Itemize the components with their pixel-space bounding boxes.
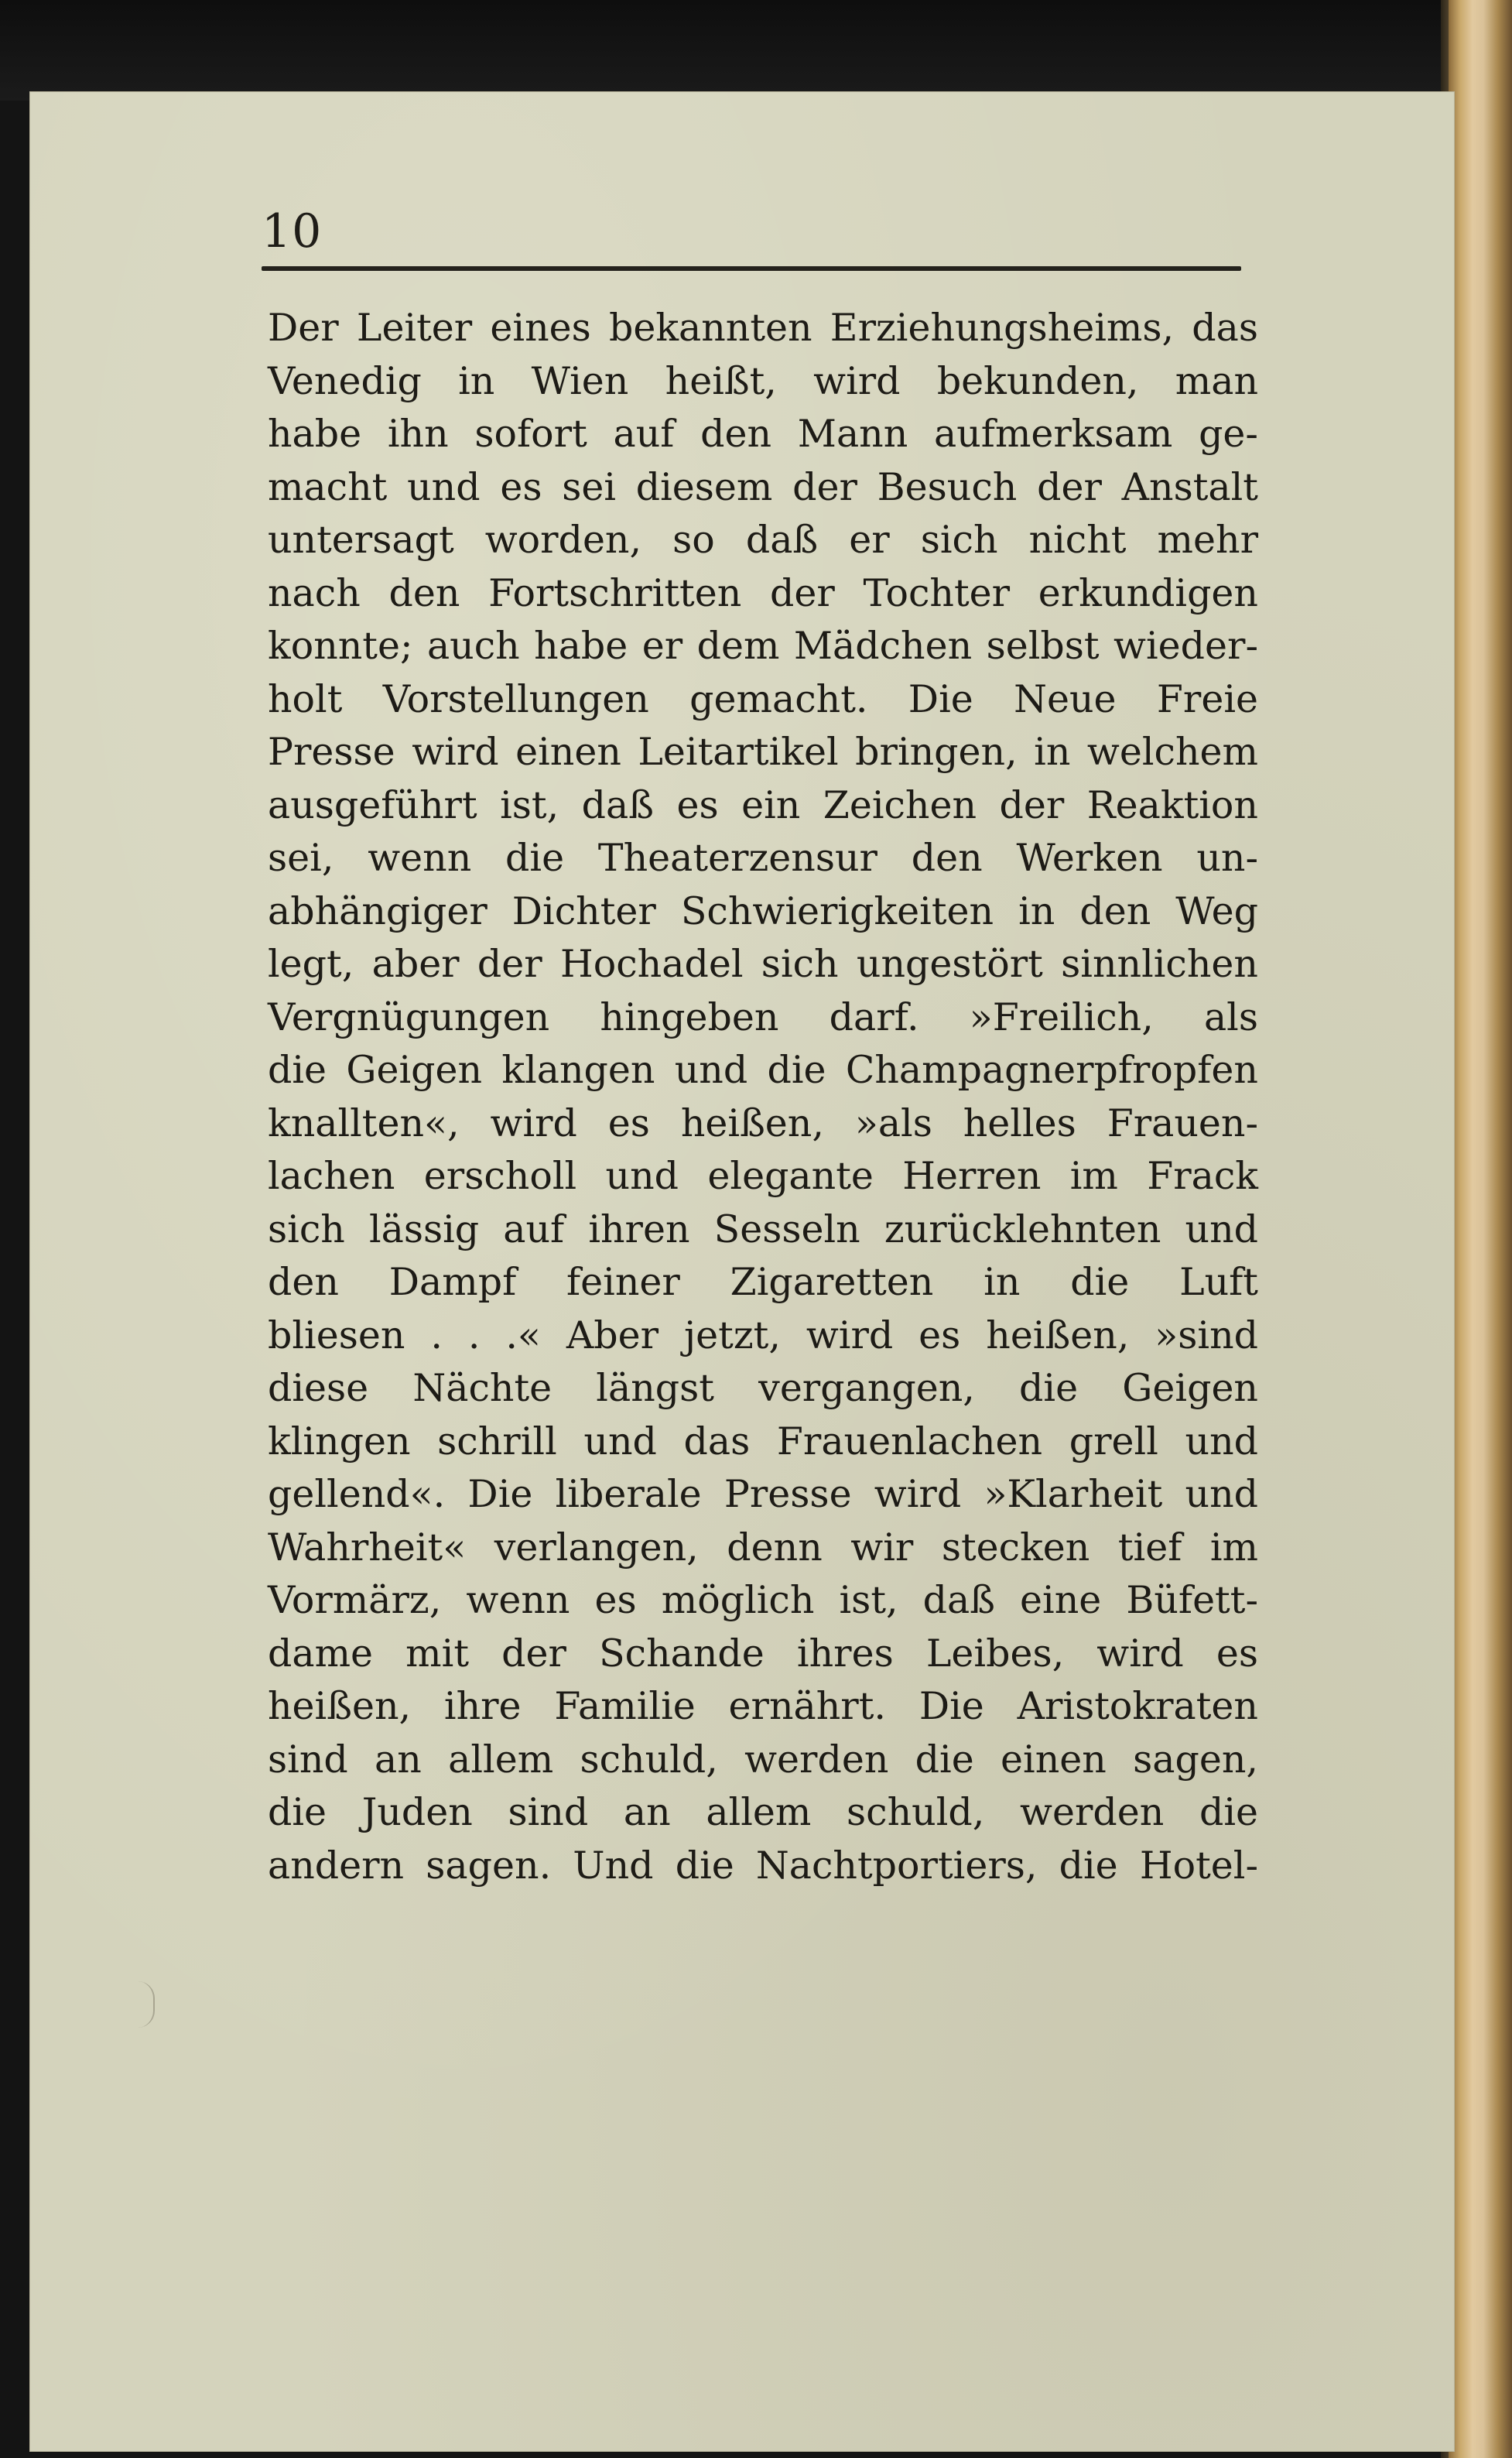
text-line: andern sagen. Und die Nachtportiers, die Hotel‑ — [268, 1843, 1258, 1888]
text-line: gellend«. Die liberale Presse wird »Klarheit und — [268, 1472, 1258, 1516]
text-line: sind an allem schuld, werden die einen sagen, — [268, 1737, 1258, 1782]
text-line: legt, aber der Hochadel sich ungestört sinnlichen — [268, 942, 1258, 986]
text-line: diese Nächte längst vergangen, die Geigen — [268, 1366, 1258, 1410]
text-line: Der Leiter eines bekannten Erziehungsheims, das — [268, 306, 1258, 350]
text-line: untersagt worden, so daß er sich nicht mehr — [268, 518, 1258, 562]
text-line: Venedig in Wien heißt, wird bekunden, man — [268, 358, 1258, 403]
text-line: dame mit der Schande ihres Leibes, wird es — [268, 1631, 1258, 1676]
text-line: die Geigen klangen und die Champagnerpfropfen — [268, 1048, 1258, 1092]
text-line: sich lässig auf ihren Sesseln zurücklehnten und — [268, 1207, 1258, 1251]
text-line: Vergnügungen hingeben darf. »Freilich, als — [268, 994, 1258, 1039]
text-line: habe ihn sofort auf den Mann aufmerksam ge‑ — [268, 412, 1258, 456]
text-line: ausgeführt ist, daß es ein Zeichen der Reaktion — [268, 782, 1258, 827]
body-text — [268, 302, 1258, 1892]
text-line: heißen, ihre Familie ernährt. Die Aristokraten — [268, 1684, 1258, 1728]
header-rule — [262, 266, 1241, 271]
text-line: klingen schrill und das Frauenlachen grell und — [268, 1419, 1258, 1464]
text-line: Wahrheit« verlangen, denn wir stecken tief im — [268, 1525, 1258, 1570]
book-page-edge — [1449, 0, 1512, 2458]
text-line: nach den Fortschritten der Tochter erkundigen — [268, 570, 1258, 615]
text-line: macht und es sei diesem der Besuch der Anstalt — [268, 464, 1258, 509]
text-line: konnte; auch habe er dem Mädchen selbst wieder‑ — [268, 624, 1258, 668]
text-line: Presse wird einen Leitartikel bringen, in welchem — [268, 730, 1258, 774]
page-number: 10 — [262, 204, 323, 258]
text-line: abhängiger Dichter Schwierigkeiten in den Weg — [268, 888, 1258, 933]
text-line: lachen erscholl und elegante Herren im Frack — [268, 1154, 1258, 1198]
text-line: sei, wenn die Theaterzensur den Werken un‑ — [268, 836, 1258, 880]
text-line: Vormärz, wenn es möglich ist, daß eine Büfett‑ — [268, 1578, 1258, 1622]
text-line: holt Vorstellungen gemacht. Die Neue Freie — [268, 676, 1258, 721]
text-line: die Juden sind an allem schuld, werden die — [268, 1790, 1258, 1834]
text-line: den Dampf feiner Zigaretten in die Luft — [268, 1260, 1258, 1304]
text-line: knallten«, wird es heißen, »als helles Frauen‑ — [268, 1101, 1258, 1145]
text-line: bliesen . . .« Aber jetzt, wird es heißen, »sind — [268, 1313, 1258, 1357]
scan-background — [0, 0, 1512, 101]
